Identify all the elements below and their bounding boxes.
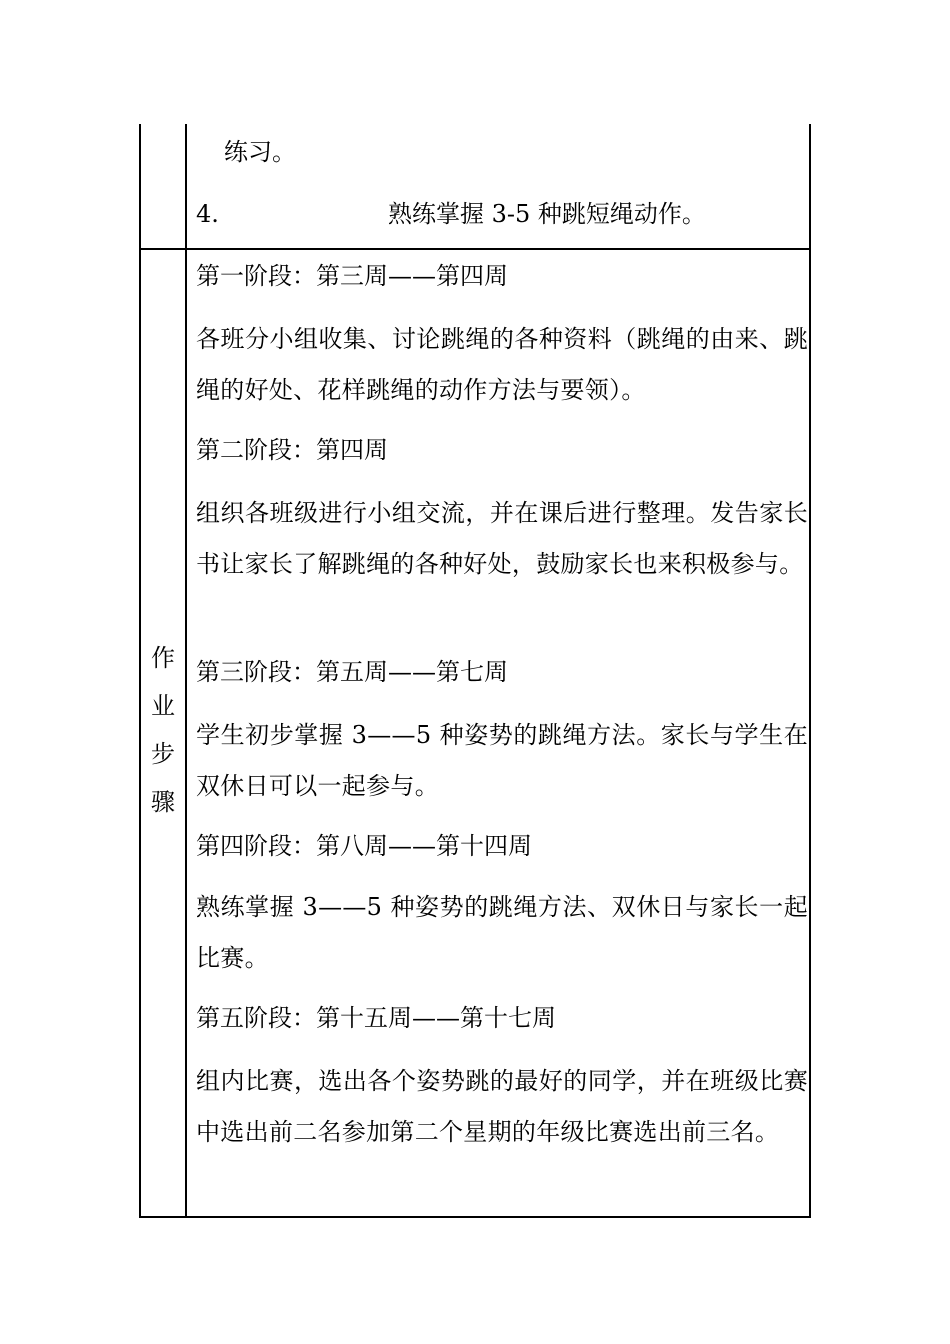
row-divider <box>139 248 811 250</box>
stage-title: 第四阶段：第八周——第十四周 <box>196 832 532 860</box>
table-right-border <box>809 124 811 1218</box>
stage-body: 组织各班级进行小组交流，并在课后进行整理。发告家长书让家长了解跳绳的各种好处，鼓励家长也来积极参与。 <box>196 499 808 578</box>
stage-body: 各班分小组收集、讨论跳绳的各种资料（跳绳的由来、跳绳的好处、花样跳绳的动作方法与要领）。 <box>196 325 808 404</box>
section-label-char: 步 <box>151 740 175 768</box>
section-label-char: 作 <box>151 644 175 672</box>
stage-title: 第一阶段：第三周——第四周 <box>196 262 508 290</box>
stage-body: 组内比赛，选出各个姿势跳的最好的同学，并在班级比赛中选出前二名参加第二个星期的年级比赛选出前三名。 <box>196 1067 808 1146</box>
section-label-char: 业 <box>151 692 175 720</box>
continued-text: 练习。 <box>224 138 296 166</box>
stage-title: 第三阶段：第五周——第七周 <box>196 658 508 686</box>
table-bottom-border <box>139 1216 811 1218</box>
stage-title: 第二阶段：第四周 <box>196 436 388 464</box>
section-label-char: 骤 <box>151 788 175 816</box>
item-number: 4. <box>196 200 219 228</box>
stage-body: 学生初步掌握 3——5 种姿势的跳绳方法。家长与学生在双休日可以一起参与。 <box>196 721 808 800</box>
section-label <box>140 634 186 826</box>
item-text: 熟练掌握 3-5 种跳短绳动作。 <box>388 200 706 228</box>
stage-body: 熟练掌握 3——5 种姿势的跳绳方法、双休日与家长一起比赛。 <box>196 893 808 972</box>
stage-title: 第五阶段：第十五周——第十七周 <box>196 1004 556 1032</box>
